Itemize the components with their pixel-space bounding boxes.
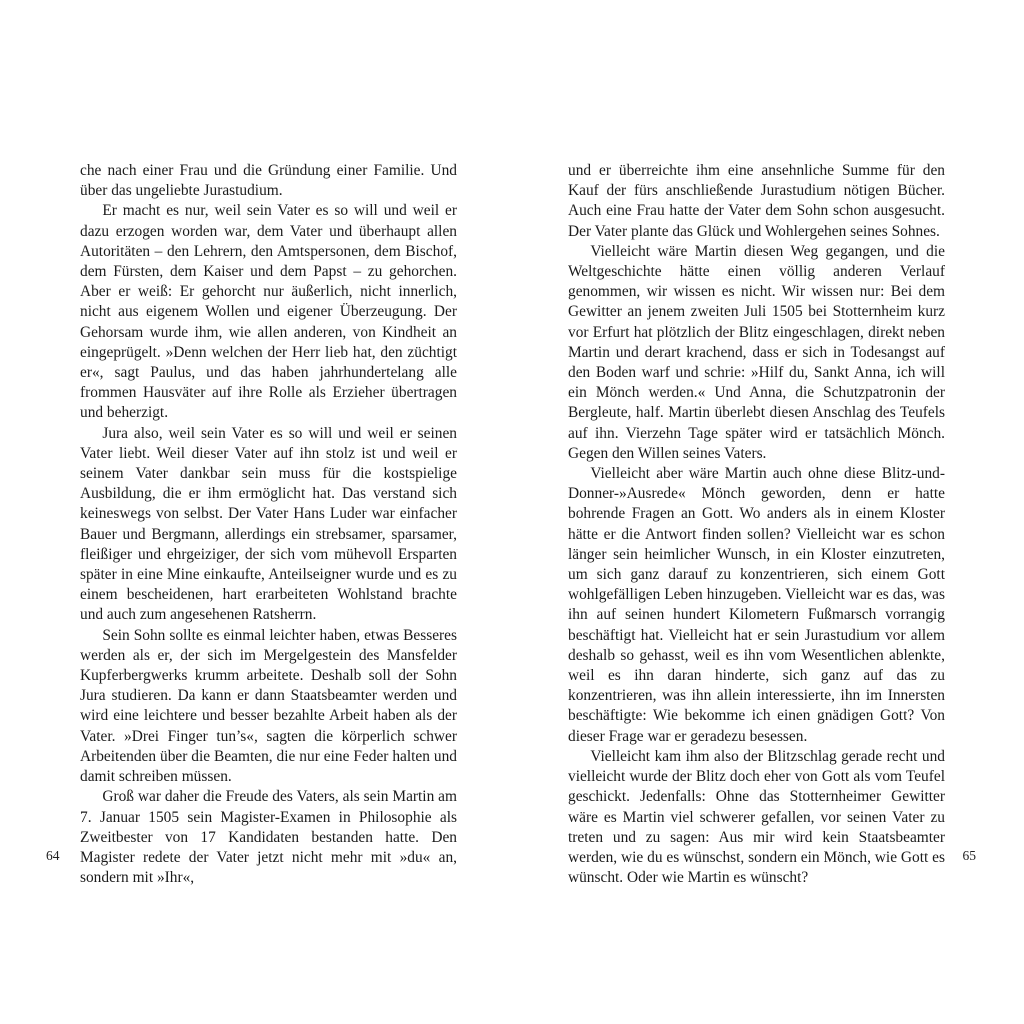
paragraph: che nach einer Frau und die Gründung einer Familie. Und über das ungeliebte Jurastudium. bbox=[80, 162, 457, 200]
paragraph: Jura also, weil sein Vater es so will und weil er seinen Vater liebt. Weil dieser Vater auf ihn stolz ist und weil er seinem Vater dankbar sein muss für die kostspielige Ausbildung, die er ihm ermöglicht hat. Das verstand sich keineswegs von selbst. Der Vater Hans Luder war einfacher Bauer und Bergmann, allerdings ein strebsamer, sparsamer, fleißiger und ehrgeiziger, der sich vom mühevoll Ersparten später in eine Mine einkaufte, Anteilseigner wurde und es zu einem bescheidenen, hart erarbeiteten Wohlstand brachte und auch zum angesehenen Ratsherrn. bbox=[80, 424, 457, 624]
paragraph: Sein Sohn sollte es einmal leichter haben, etwas Besseres werden als er, der sich im Mergelgestein des Mansfelder Kupferbergwerks krumm arbeitete. Deshalb soll der Sohn Jura studieren. Da kann er dann Staatsbeamter werden und wird eine leichtere und besser bezahlte Arbeit haben als der Vater. »Drei Finger tun’s«, sagten die körperlich schwer Arbeitenden über die Beamten, die nur eine Feder halten und damit schreiben müssen. bbox=[80, 626, 457, 786]
paragraph: Vielleicht kam ihm also der Blitzschlag gerade recht und vielleicht wurde der Blitz doch eher von Gott als vom Teufel geschickt. Jedenfalls: Ohne das Stotternheimer Gewitter wäre es Martin viel schwerer gefallen, vor seinen Vater zu treten und zu sagen: Aus mir wird kein Staatsbeamter werden, wie du es wünschst, sondern ein Mönch, wie Gott es wünscht. Oder wie Martin es wünscht? bbox=[568, 747, 945, 887]
right-page-number: 65 bbox=[962, 848, 976, 863]
left-page-number: 64 bbox=[46, 848, 60, 863]
paragraph: und er überreichte ihm eine ansehnliche Summe für den Kauf der fürs anschließende Jurastudium nötigen Bücher. Auch eine Frau hatte der Vater dem Sohn schon ausgesucht. Der Vater plante das Glück und Wohlergehen seines Sohnes. bbox=[568, 162, 945, 240]
paragraph: Vielleicht wäre Martin diesen Weg gegangen, und die Weltgeschichte hätte einen völlig anderen Verlauf genommen, wir wissen es nicht. Wir wissen nur: Bei dem Gewitter an jenem zweiten Juli 1505 bei Stotternheim kurz vor Erfurt hat plötzlich der Blitz eingeschlagen, direkt neben Martin und derart krachend, dass er sich in Todesangst auf den Boden warf und schrie: »Hilf du, Sankt Anna, ich will ein Mönch werden.« Und Anna, die Schutzpatronin der Bergleute, half. Martin überlebt diesen Anschlag des Teufels auf ihn. Vierzehn Tage später wird er tatsächlich Mönch. Gegen den Willen seines Vaters. bbox=[568, 242, 945, 462]
right-page-text bbox=[568, 161, 945, 888]
paragraph: Er macht es nur, weil sein Vater es so will und weil er dazu erzogen worden war, dem Vater und überhaupt allen Autoritäten – den Lehrern, den Amtspersonen, dem Bischof, dem Fürsten, dem Kaiser und dem Papst – zu gehorchen. Aber er weiß: Er gehorcht nur äußerlich, nicht innerlich, nicht aus eigenem Wollen und eigener Überzeugung. Der Gehorsam wurde ihm, wie allen anderen, von Kindheit an eingeprügelt. »Denn welchen der Herr lieb hat, den züchtigt er«, sagt Paulus, und das haben jahrhundertelang alle frommen Hausväter auf ihre Rolle als Erzieher übertragen und beherzigt. bbox=[80, 202, 457, 422]
paragraph: Vielleicht aber wäre Martin auch ohne diese Blitz-und-Donner-»Ausrede« Mönch geworden, denn er hatte bohrende Fragen an Gott. Wo anders als in einem Kloster hätte er die Antwort finden sollen? Vielleicht war es schon länger sein heimlicher Wunsch, in ein Kloster einzutreten, um sich ganz darauf zu konzentrieren, sich einem Gott wohlgefälligen Leben hinzugeben. Vielleicht war es das, was ihn auf seinen hundert Kilometern Fußmarsch vorrangig beschäftigt hat. Vielleicht hat er sein Jurastudium vor allem deshalb so gehasst, weil es ihn vom Wesentlichen ablenkte, weil es ihn daran hinderte, sich ganz auf das zu konzentrieren, was ihn allein interessierte, ihn im Innersten beschäftigte: Wie bekomme ich einen gnädigen Gott? Von dieser Frage war er geradezu besessen. bbox=[568, 465, 945, 745]
left-page-text bbox=[80, 161, 457, 888]
paragraph: Groß war daher die Freude des Vaters, als sein Martin am 7. Januar 1505 sein Magister-Examen in Philosophie als Zweitbester von 17 Kandidaten bestanden hatte. Den Magister redete der Vater jetzt nicht mehr mit »du« an, sondern mit »Ihr«, bbox=[80, 788, 457, 887]
